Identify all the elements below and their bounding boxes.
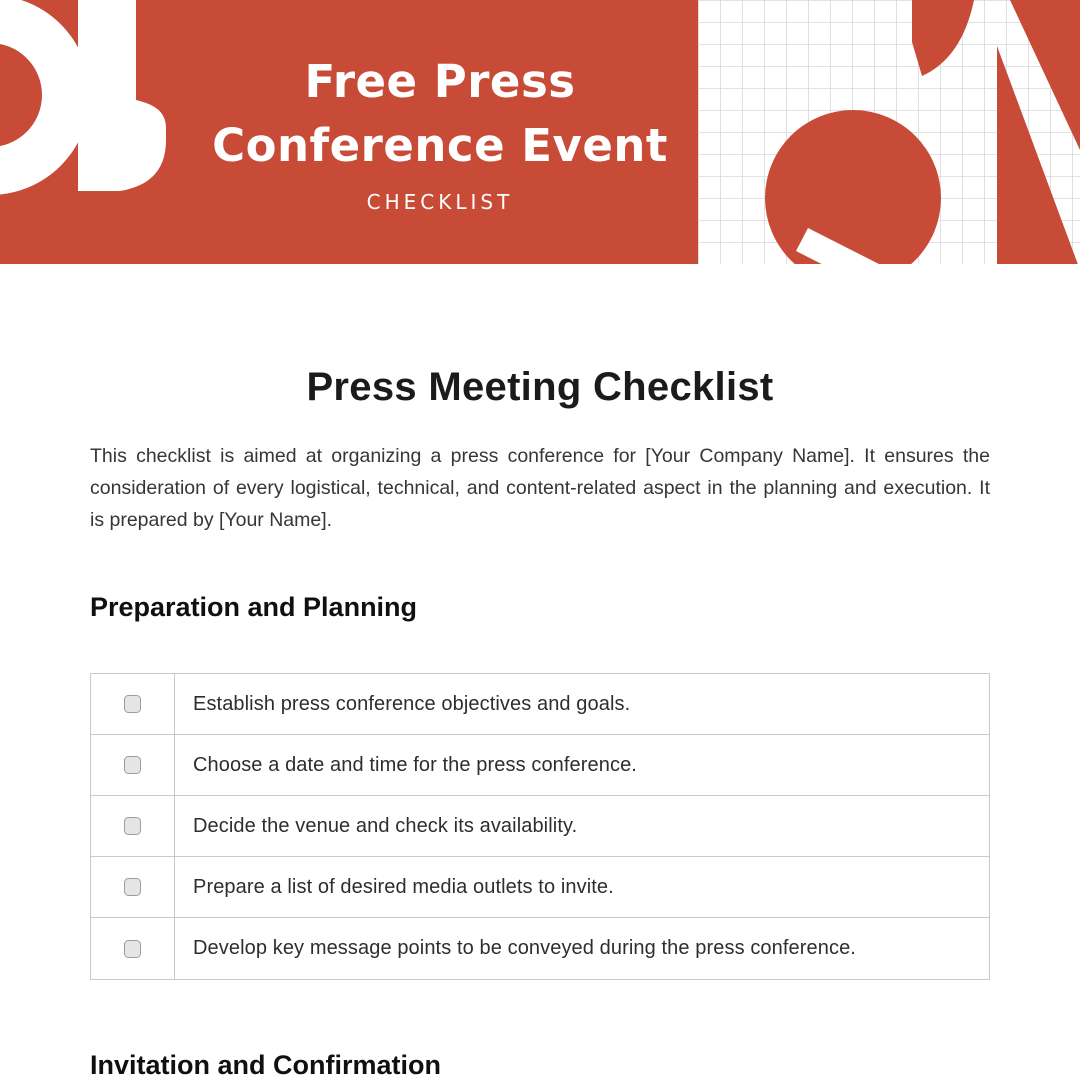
banner-title-line2: Conference Event	[212, 119, 668, 172]
checkbox-cell	[91, 918, 175, 979]
checkbox[interactable]	[124, 695, 141, 713]
checkbox[interactable]	[124, 878, 141, 896]
checklist-row	[91, 857, 989, 918]
task-cell	[175, 857, 989, 917]
checkbox-cell	[91, 796, 175, 856]
checkbox-cell	[91, 857, 175, 917]
task-label: Prepare a list of desired media outlets to invite.	[193, 875, 614, 898]
header-banner	[0, 0, 1080, 264]
checkbox-cell	[91, 735, 175, 795]
checklist-row	[91, 735, 989, 796]
section-heading-invitation: Invitation and Confirmation	[90, 1050, 441, 1078]
checkbox[interactable]	[124, 756, 141, 774]
document-intro: This checklist is aimed at organizing a press conference for [Your Company Name]. It ensures the consideration of every logistical, technical, and content-related aspect in the planning and execution. It is prepared by [Your Name].	[90, 445, 990, 531]
task-cell	[175, 674, 989, 734]
checklist-row	[91, 918, 989, 979]
task-label: Choose a date and time for the press conference.	[193, 753, 637, 776]
checkbox[interactable]	[124, 940, 141, 958]
task-label: Establish press conference objectives and goals.	[193, 692, 631, 715]
task-label: Decide the venue and check its availability.	[193, 814, 578, 837]
banner-title-line1: Free Press	[304, 55, 576, 108]
checklist-table	[90, 673, 990, 980]
document-body	[0, 364, 1080, 1078]
task-cell	[175, 918, 989, 979]
document-title: Press Meeting Checklist	[306, 365, 774, 409]
checklist-row	[91, 796, 989, 857]
banner-subtitle: CHECKLIST	[366, 190, 514, 214]
checkbox[interactable]	[124, 817, 141, 835]
checkbox-cell	[91, 674, 175, 734]
task-cell	[175, 796, 989, 856]
letters-qn-watermark-icon	[698, 0, 1080, 264]
task-cell	[175, 735, 989, 795]
section-heading-preparation: Preparation and Planning	[90, 592, 418, 622]
task-label: Develop key message points to be conveyed during the press conference.	[193, 937, 856, 959]
checklist-row	[91, 674, 989, 735]
banner-titles	[140, 50, 740, 214]
